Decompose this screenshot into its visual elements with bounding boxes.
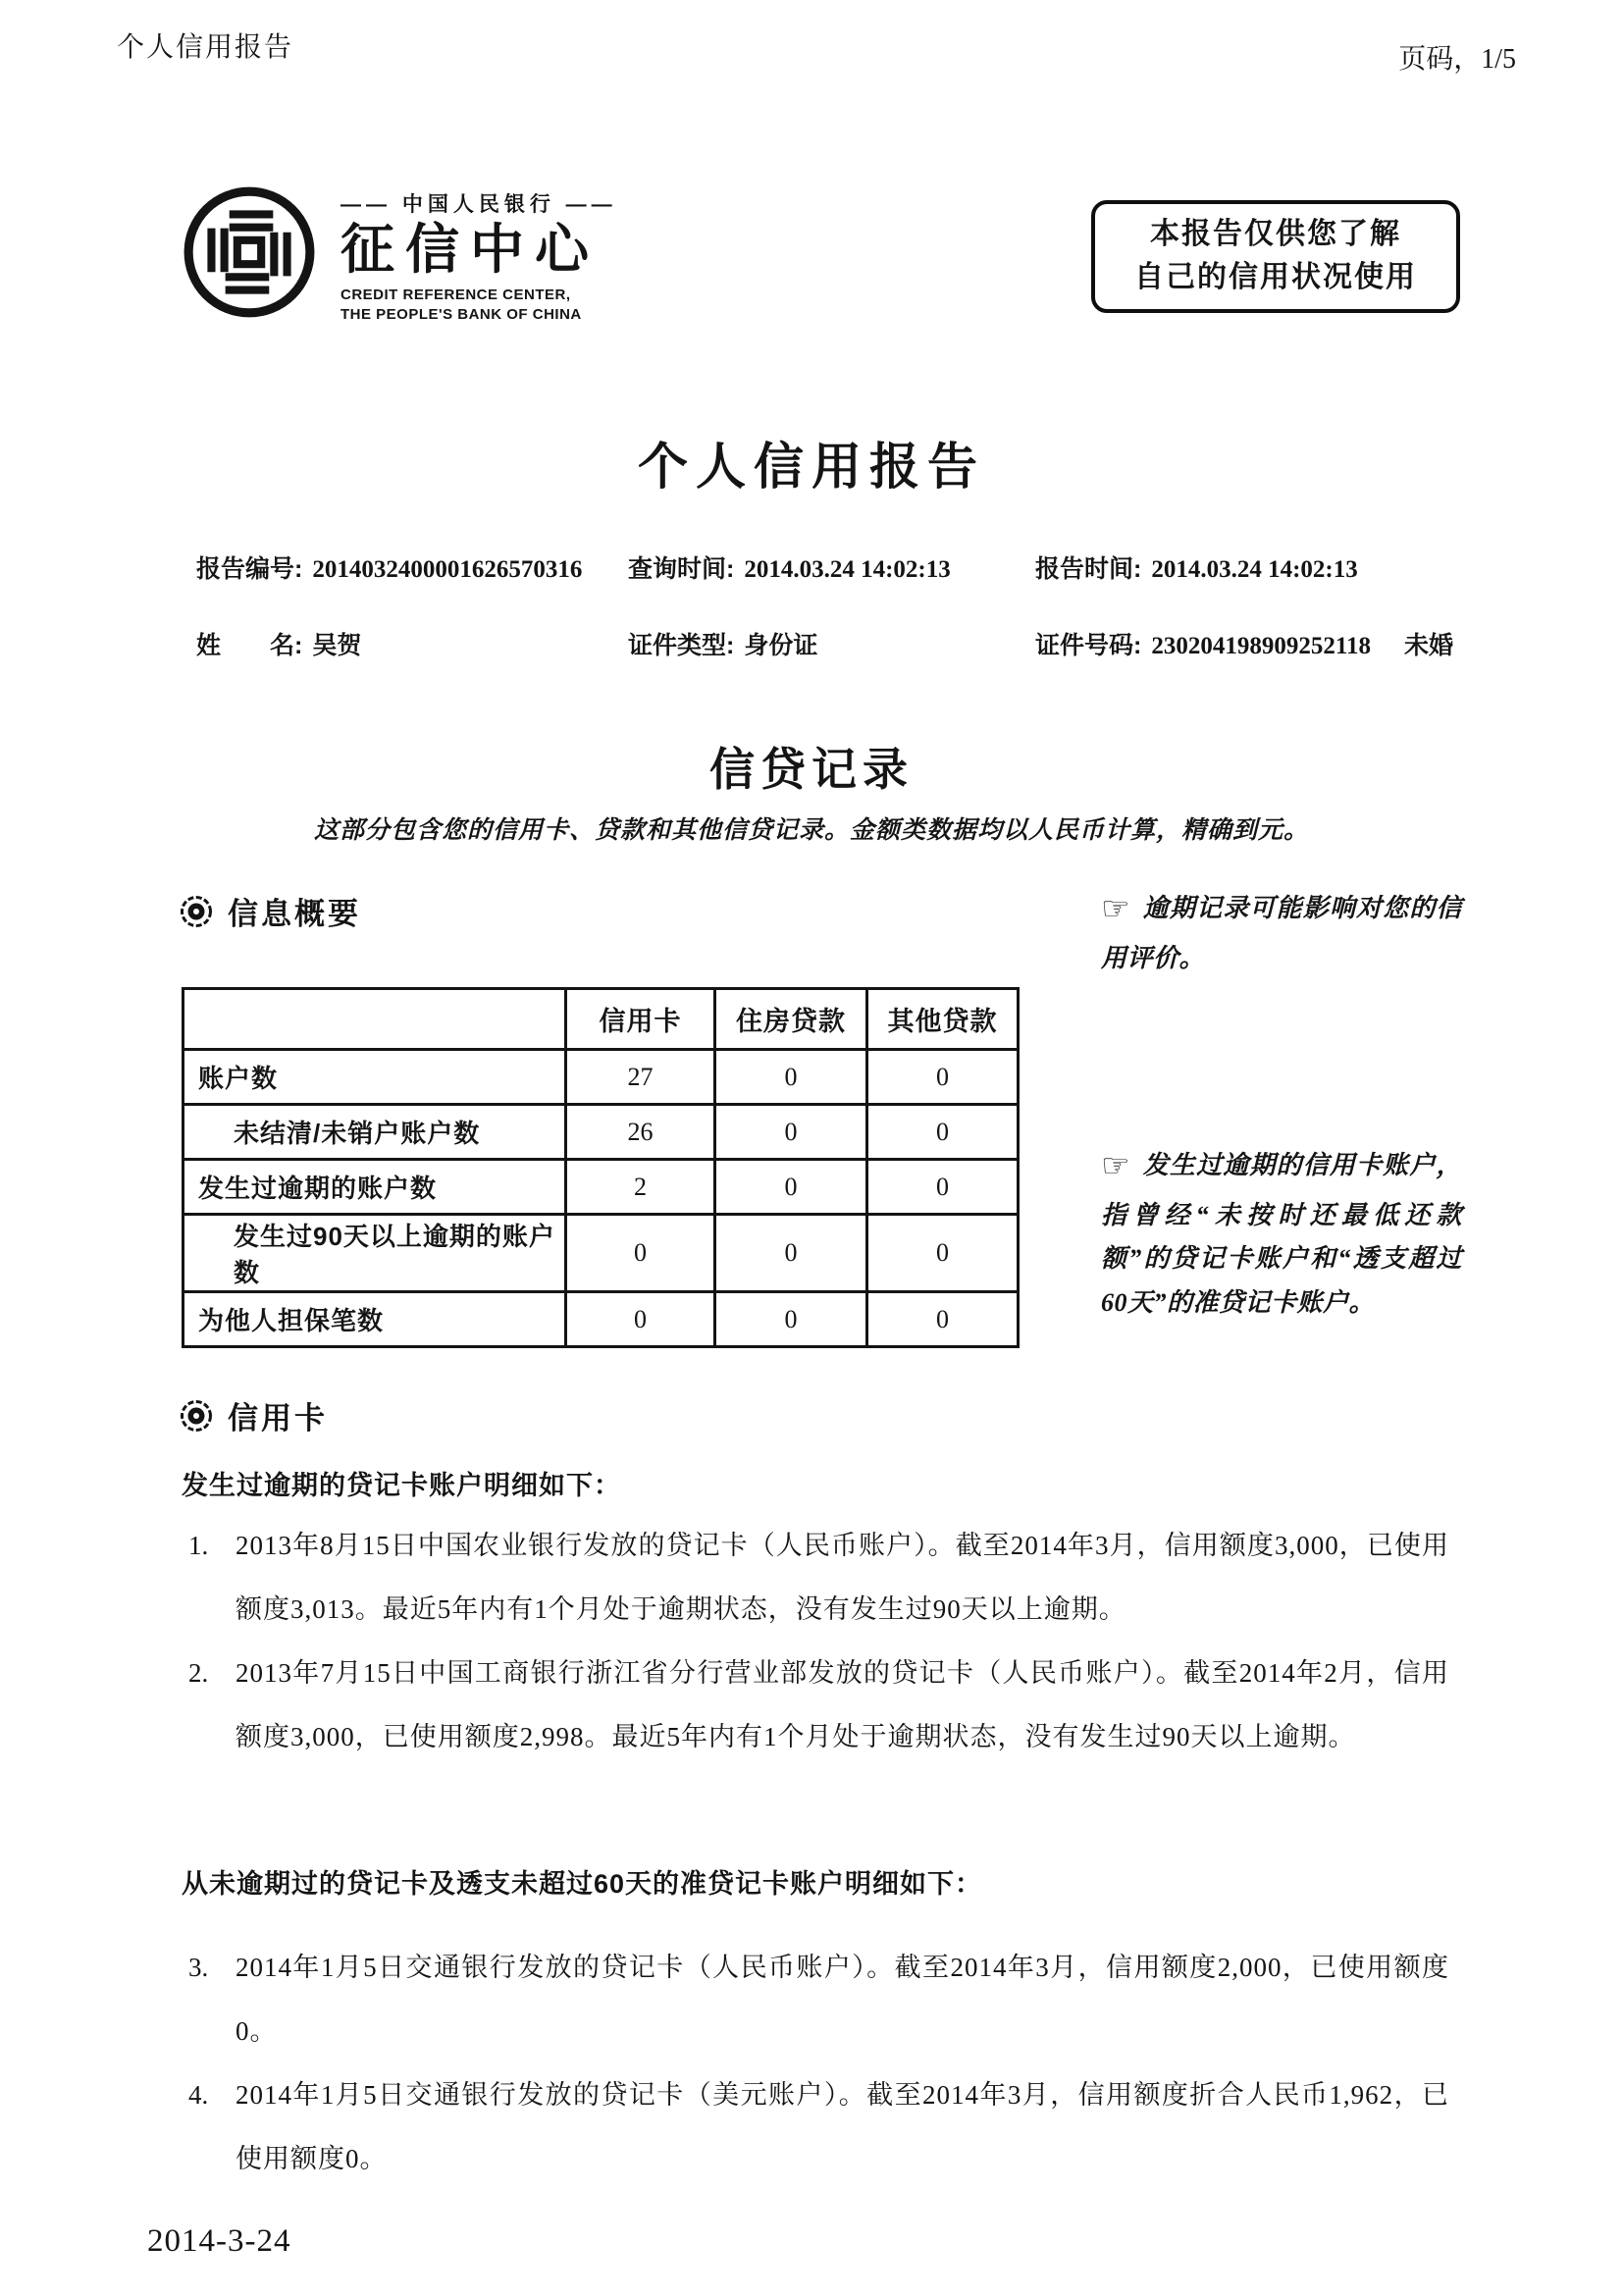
cell-value: 0 bbox=[867, 1050, 1019, 1105]
table-row-overdue-accounts bbox=[183, 1160, 1019, 1215]
report-info-grid bbox=[196, 549, 1453, 661]
summary-table bbox=[182, 987, 1020, 1348]
pointing-hand-icon: ☞ bbox=[1101, 1146, 1131, 1184]
footer-date: 2014-3-24 bbox=[147, 2223, 291, 2259]
summary-col-credit-card: 信用卡 bbox=[566, 989, 715, 1050]
logo-english-line2: THE PEOPLE'S BANK OF CHINA bbox=[340, 306, 582, 323]
query-time-label: 查询时间: bbox=[628, 555, 735, 583]
row-label: 账户数 bbox=[183, 1050, 566, 1105]
credit-card-heading-label: 信用卡 bbox=[228, 1401, 328, 1435]
cell-value: 27 bbox=[566, 1050, 715, 1105]
row-label: 为他人担保笔数 bbox=[183, 1292, 566, 1347]
id-number-label: 证件号码: bbox=[1035, 632, 1142, 659]
page-number: 页码，1/5 bbox=[1398, 44, 1516, 75]
id-type-value: 身份证 bbox=[744, 633, 818, 659]
cell-value: 26 bbox=[566, 1105, 715, 1160]
report-number-value: 2014032400001626570316 bbox=[312, 556, 583, 583]
section-bullet-icon bbox=[180, 1399, 213, 1433]
logo-english-line1: CREDIT REFERENCE CENTER, bbox=[340, 286, 571, 303]
name-label: 姓 名: bbox=[196, 632, 303, 659]
report-time-field bbox=[1035, 549, 1453, 585]
item-text: 2014年1月5日交通银行发放的贷记卡（人民币账户）。截至2014年3月，信用额度2,000，已使用额度0。 bbox=[236, 1953, 1449, 2046]
normal-accounts-list bbox=[188, 1936, 1449, 2191]
overdue-impact-note bbox=[1101, 881, 1462, 980]
cell-value: 0 bbox=[867, 1292, 1019, 1347]
page-running-header bbox=[117, 26, 1516, 77]
credit-card-section-heading bbox=[180, 1393, 328, 1437]
pboc-logo-block bbox=[180, 183, 617, 325]
row-label: 发生过90天以上逾期的账户数 bbox=[183, 1215, 566, 1292]
cell-value: 0 bbox=[715, 1050, 867, 1105]
header-doc-title: 个人信用报告 bbox=[117, 32, 294, 63]
list-item bbox=[188, 1936, 1449, 2063]
query-time-field bbox=[628, 549, 1035, 585]
report-number-field bbox=[196, 549, 628, 585]
id-number-field bbox=[1035, 626, 1453, 661]
cell-value: 0 bbox=[715, 1215, 867, 1292]
name-field bbox=[196, 626, 628, 661]
overdue-definition-note bbox=[1101, 1138, 1462, 1326]
row-label: 发生过逾期的账户数 bbox=[183, 1160, 566, 1215]
logo-text-block bbox=[340, 183, 617, 325]
list-item bbox=[188, 1642, 1449, 1769]
item-number: 1. bbox=[188, 1531, 209, 1560]
logo-english-name bbox=[340, 286, 617, 326]
list-item bbox=[188, 1514, 1449, 1642]
marital-status: 未婚 bbox=[1403, 632, 1453, 659]
overdue-impact-note-text: 逾期记录可能影响对您的信用评价。 bbox=[1101, 894, 1462, 972]
usage-notice-line1: 本报告仅供您了解 bbox=[1150, 218, 1401, 250]
row-label: 未结清/未销户账户数 bbox=[183, 1105, 566, 1160]
id-type-label: 证件类型: bbox=[628, 632, 735, 659]
table-row-overdue-90days bbox=[183, 1215, 1019, 1292]
cell-value: 0 bbox=[715, 1160, 867, 1215]
report-time-label: 报告时间: bbox=[1035, 555, 1142, 583]
logo-center-name: 征信中心 bbox=[340, 219, 601, 280]
cell-value: 0 bbox=[566, 1215, 715, 1292]
usage-notice-box bbox=[1091, 200, 1460, 313]
report-time-value: 2014.03.24 14:02:13 bbox=[1151, 556, 1358, 583]
credit-record-section-title: 信贷记录 bbox=[709, 745, 914, 795]
list-item bbox=[188, 2063, 1449, 2191]
summary-col-other-loan: 其他贷款 bbox=[867, 989, 1019, 1050]
id-number-value: 230204198909252118 bbox=[1151, 633, 1371, 659]
cell-value: 0 bbox=[715, 1292, 867, 1347]
query-time-value: 2014.03.24 14:02:13 bbox=[744, 556, 951, 583]
cell-value: 0 bbox=[715, 1105, 867, 1160]
cell-value: 0 bbox=[867, 1160, 1019, 1215]
overdue-accounts-intro: 发生过逾期的贷记卡账户明细如下： bbox=[182, 1471, 621, 1500]
item-number: 4. bbox=[188, 2080, 209, 2110]
name-value: 吴贺 bbox=[312, 633, 362, 659]
report-number-label: 报告编号: bbox=[196, 555, 303, 583]
table-row-guarantees bbox=[183, 1292, 1019, 1347]
item-text: 2013年7月15日中国工商银行浙江省分行营业部发放的贷记卡（人民币账户）。截至2014年2月，信用额度3,000，已使用额度2,998。最近5年内有1个月处于逾期状态，没有发生过90天以上逾期。 bbox=[236, 1658, 1449, 1751]
normal-accounts-intro: 从未逾期过的贷记卡及透支未超过60天的准贷记卡账户明细如下： bbox=[182, 1869, 983, 1899]
summary-col-blank bbox=[183, 989, 566, 1050]
table-row-accounts bbox=[183, 1050, 1019, 1105]
item-number: 2. bbox=[188, 1658, 209, 1688]
id-type-field bbox=[628, 626, 1035, 661]
pboc-coin-logo-icon bbox=[180, 183, 319, 322]
overdue-accounts-list bbox=[188, 1514, 1449, 1769]
summary-section-heading bbox=[180, 889, 361, 933]
item-text: 2014年1月5日交通银行发放的贷记卡（美元账户）。截至2014年3月，信用额度折合人民币1,962，已使用额度0。 bbox=[236, 2080, 1449, 2173]
item-text: 2013年8月15日中国农业银行发放的贷记卡（人民币账户）。截至2014年3月，信用额度3,000，已使用额度3,013。最近5年内有1个月处于逾期状态，没有发生过90天以上逾期。 bbox=[236, 1531, 1449, 1624]
credit-record-section-subtitle: 这部分包含您的信用卡、贷款和其他信贷记录。金额类数据均以人民币计算，精确到元。 bbox=[313, 817, 1309, 844]
overdue-definition-note-text: 发生过逾期的信用卡账户，指曾经“未按时还最低还款额”的贷记卡账户和“透支超过60天”的准贷记卡账户。 bbox=[1101, 1151, 1462, 1318]
summary-col-housing-loan: 住房贷款 bbox=[715, 989, 867, 1050]
cell-value: 0 bbox=[867, 1215, 1019, 1292]
table-row-open-accounts bbox=[183, 1105, 1019, 1160]
section-bullet-icon bbox=[180, 895, 213, 928]
summary-table-header-row bbox=[183, 989, 1019, 1050]
pointing-hand-icon: ☞ bbox=[1101, 889, 1131, 927]
cell-value: 0 bbox=[566, 1292, 715, 1347]
report-main-title: 个人信用报告 bbox=[637, 439, 985, 495]
usage-notice-line2: 自己的信用状况使用 bbox=[1134, 260, 1417, 293]
summary-heading-label: 信息概要 bbox=[228, 897, 361, 931]
cell-value: 2 bbox=[566, 1160, 715, 1215]
item-number: 3. bbox=[188, 1953, 209, 1982]
cell-value: 0 bbox=[867, 1105, 1019, 1160]
logo-bank-name: —— 中国人民银行 —— bbox=[340, 193, 617, 216]
